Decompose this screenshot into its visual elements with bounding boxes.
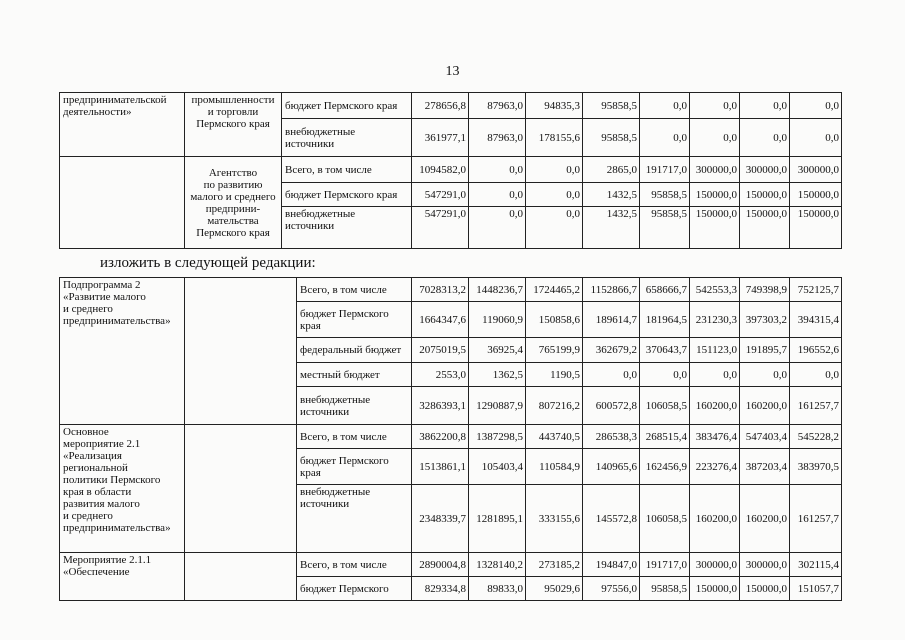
funding-source-cell: Всего, в том числе xyxy=(297,425,412,449)
value-cell: 0,0 xyxy=(790,119,842,157)
value-cell: 95029,6 xyxy=(526,577,583,601)
value-cell: 95858,5 xyxy=(640,577,690,601)
value-cell: 545228,2 xyxy=(790,425,842,449)
table-row xyxy=(60,278,842,302)
funding-source-cell: Всего, в том числе xyxy=(297,278,412,302)
value-cell: 370643,7 xyxy=(640,338,690,363)
value-cell: 3862200,8 xyxy=(412,425,469,449)
value-cell: 150000,0 xyxy=(740,207,790,249)
value-cell: 181964,5 xyxy=(640,302,690,338)
value-cell: 145572,8 xyxy=(583,485,640,553)
value-cell: 150000,0 xyxy=(790,207,842,249)
value-cell: 87963,0 xyxy=(469,119,526,157)
value-cell: 0,0 xyxy=(690,93,740,119)
value-cell: 300000,0 xyxy=(740,157,790,183)
value-cell: 160200,0 xyxy=(740,387,790,425)
value-cell: 0,0 xyxy=(790,93,842,119)
value-cell: 397303,2 xyxy=(740,302,790,338)
table-row xyxy=(60,553,842,577)
value-cell: 87963,0 xyxy=(469,93,526,119)
value-cell: 178155,6 xyxy=(526,119,583,157)
value-cell: 160200,0 xyxy=(740,485,790,553)
value-cell: 0,0 xyxy=(526,183,583,207)
funding-source-cell: Всего, в том числе xyxy=(297,553,412,577)
funding-source-cell: внебюджетные источники xyxy=(297,485,412,553)
value-cell: 3286393,1 xyxy=(412,387,469,425)
value-cell: 362679,2 xyxy=(583,338,640,363)
funding-source-cell: бюджет Пермского xyxy=(297,577,412,601)
value-cell: 162456,9 xyxy=(640,449,690,485)
value-cell: 140965,6 xyxy=(583,449,640,485)
value-cell: 300000,0 xyxy=(790,157,842,183)
activity-name-cell: Основное мероприятие 2.1 «Реализация региональной политики Пермского края в области развития малого и среднего предпринимательства» xyxy=(60,425,185,553)
value-cell: 150858,6 xyxy=(526,302,583,338)
value-cell: 196552,6 xyxy=(790,338,842,363)
value-cell: 106058,5 xyxy=(640,387,690,425)
value-cell: 2890004,8 xyxy=(412,553,469,577)
value-cell: 95858,5 xyxy=(583,93,640,119)
value-cell: 361977,1 xyxy=(412,119,469,157)
value-cell: 765199,9 xyxy=(526,338,583,363)
value-cell: 110584,9 xyxy=(526,449,583,485)
value-cell: 161257,7 xyxy=(790,485,842,553)
value-cell: 191717,0 xyxy=(640,157,690,183)
value-cell: 150000,0 xyxy=(740,577,790,601)
activity-name-cell: Подпрограмма 2 «Развитие малого и среднего предпринимательства» xyxy=(60,278,185,425)
executor-cell xyxy=(185,278,297,425)
executor-cell xyxy=(185,425,297,553)
value-cell: 0,0 xyxy=(469,157,526,183)
executor-cell: Агентство по развитию малого и среднего предприни- мательства Пермского края xyxy=(185,157,282,249)
value-cell: 1152866,7 xyxy=(583,278,640,302)
value-cell: 2348339,7 xyxy=(412,485,469,553)
value-cell: 150000,0 xyxy=(690,207,740,249)
value-cell: 160200,0 xyxy=(690,387,740,425)
activity-name-cell: Мероприятие 2.1.1 «Обеспечение xyxy=(60,553,185,601)
value-cell: 542553,3 xyxy=(690,278,740,302)
value-cell: 333155,6 xyxy=(526,485,583,553)
value-cell: 807216,2 xyxy=(526,387,583,425)
executor-cell xyxy=(185,553,297,601)
value-cell: 94835,3 xyxy=(526,93,583,119)
funding-source-cell: внебюджетные источники xyxy=(282,207,412,249)
table-row xyxy=(60,425,842,449)
value-cell: 95858,5 xyxy=(640,207,690,249)
value-cell: 1448236,7 xyxy=(469,278,526,302)
value-cell: 151123,0 xyxy=(690,338,740,363)
value-cell: 0,0 xyxy=(640,363,690,387)
funding-source-cell: бюджет Пермского края xyxy=(297,449,412,485)
value-cell: 0,0 xyxy=(526,157,583,183)
value-cell: 106058,5 xyxy=(640,485,690,553)
value-cell: 2075019,5 xyxy=(412,338,469,363)
table-new-version xyxy=(59,277,842,601)
funding-source-cell: федеральный бюджет xyxy=(297,338,412,363)
table-old-version xyxy=(59,92,842,249)
value-cell: 1724465,2 xyxy=(526,278,583,302)
value-cell: 0,0 xyxy=(526,207,583,249)
value-cell: 119060,9 xyxy=(469,302,526,338)
funding-source-cell: Всего, в том числе xyxy=(282,157,412,183)
value-cell: 829334,8 xyxy=(412,577,469,601)
value-cell: 191717,0 xyxy=(640,553,690,577)
value-cell: 1190,5 xyxy=(526,363,583,387)
funding-source-cell: местный бюджет xyxy=(297,363,412,387)
value-cell: 547291,0 xyxy=(412,207,469,249)
funding-source-cell: бюджет Пермского края xyxy=(282,183,412,207)
value-cell: 194847,0 xyxy=(583,553,640,577)
value-cell: 268515,4 xyxy=(640,425,690,449)
value-cell: 383476,4 xyxy=(690,425,740,449)
value-cell: 223276,4 xyxy=(690,449,740,485)
value-cell: 0,0 xyxy=(690,363,740,387)
value-cell: 600572,8 xyxy=(583,387,640,425)
value-cell: 160200,0 xyxy=(690,485,740,553)
value-cell: 95858,5 xyxy=(583,119,640,157)
value-cell: 302115,4 xyxy=(790,553,842,577)
value-cell: 286538,3 xyxy=(583,425,640,449)
value-cell: 278656,8 xyxy=(412,93,469,119)
value-cell: 7028313,2 xyxy=(412,278,469,302)
value-cell: 394315,4 xyxy=(790,302,842,338)
activity-name-cell xyxy=(60,157,185,249)
value-cell: 161257,7 xyxy=(790,387,842,425)
value-cell: 387203,4 xyxy=(740,449,790,485)
value-cell: 443740,5 xyxy=(526,425,583,449)
value-cell: 150000,0 xyxy=(740,183,790,207)
value-cell: 547403,4 xyxy=(740,425,790,449)
value-cell: 2865,0 xyxy=(583,157,640,183)
page-number: 13 xyxy=(445,64,460,79)
value-cell: 300000,0 xyxy=(690,157,740,183)
table-row xyxy=(60,93,842,119)
value-cell: 1281895,1 xyxy=(469,485,526,553)
table-row xyxy=(60,157,842,183)
value-cell: 0,0 xyxy=(740,119,790,157)
amendment-heading: изложить в следующей редакции: xyxy=(100,255,316,271)
value-cell: 0,0 xyxy=(640,93,690,119)
value-cell: 150000,0 xyxy=(690,183,740,207)
value-cell: 658666,7 xyxy=(640,278,690,302)
value-cell: 151057,7 xyxy=(790,577,842,601)
value-cell: 1664347,6 xyxy=(412,302,469,338)
value-cell: 1328140,2 xyxy=(469,553,526,577)
value-cell: 0,0 xyxy=(640,119,690,157)
value-cell: 95858,5 xyxy=(640,183,690,207)
value-cell: 231230,3 xyxy=(690,302,740,338)
value-cell: 1387298,5 xyxy=(469,425,526,449)
value-cell: 0,0 xyxy=(469,183,526,207)
funding-source-cell: бюджет Пермского края xyxy=(282,93,412,119)
value-cell: 0,0 xyxy=(740,93,790,119)
value-cell: 749398,9 xyxy=(740,278,790,302)
value-cell: 2553,0 xyxy=(412,363,469,387)
funding-source-cell: внебюджетные источники xyxy=(297,387,412,425)
value-cell: 1094582,0 xyxy=(412,157,469,183)
value-cell: 1432,5 xyxy=(583,207,640,249)
value-cell: 189614,7 xyxy=(583,302,640,338)
funding-source-cell: бюджет Пермского края xyxy=(297,302,412,338)
value-cell: 150000,0 xyxy=(790,183,842,207)
value-cell: 191895,7 xyxy=(740,338,790,363)
value-cell: 105403,4 xyxy=(469,449,526,485)
value-cell: 150000,0 xyxy=(690,577,740,601)
activity-name-cell: предпринимательской деятельности» xyxy=(60,93,185,157)
value-cell: 0,0 xyxy=(469,207,526,249)
value-cell: 752125,7 xyxy=(790,278,842,302)
value-cell: 1362,5 xyxy=(469,363,526,387)
value-cell: 0,0 xyxy=(790,363,842,387)
executor-cell: промышленности и торговли Пермского края xyxy=(185,93,282,157)
value-cell: 547291,0 xyxy=(412,183,469,207)
value-cell: 273185,2 xyxy=(526,553,583,577)
value-cell: 97556,0 xyxy=(583,577,640,601)
funding-source-cell: внебюджетные источники xyxy=(282,119,412,157)
value-cell: 1513861,1 xyxy=(412,449,469,485)
value-cell: 36925,4 xyxy=(469,338,526,363)
value-cell: 300000,0 xyxy=(740,553,790,577)
value-cell: 0,0 xyxy=(583,363,640,387)
value-cell: 0,0 xyxy=(690,119,740,157)
value-cell: 300000,0 xyxy=(690,553,740,577)
value-cell: 383970,5 xyxy=(790,449,842,485)
value-cell: 1432,5 xyxy=(583,183,640,207)
value-cell: 89833,0 xyxy=(469,577,526,601)
value-cell: 1290887,9 xyxy=(469,387,526,425)
value-cell: 0,0 xyxy=(740,363,790,387)
